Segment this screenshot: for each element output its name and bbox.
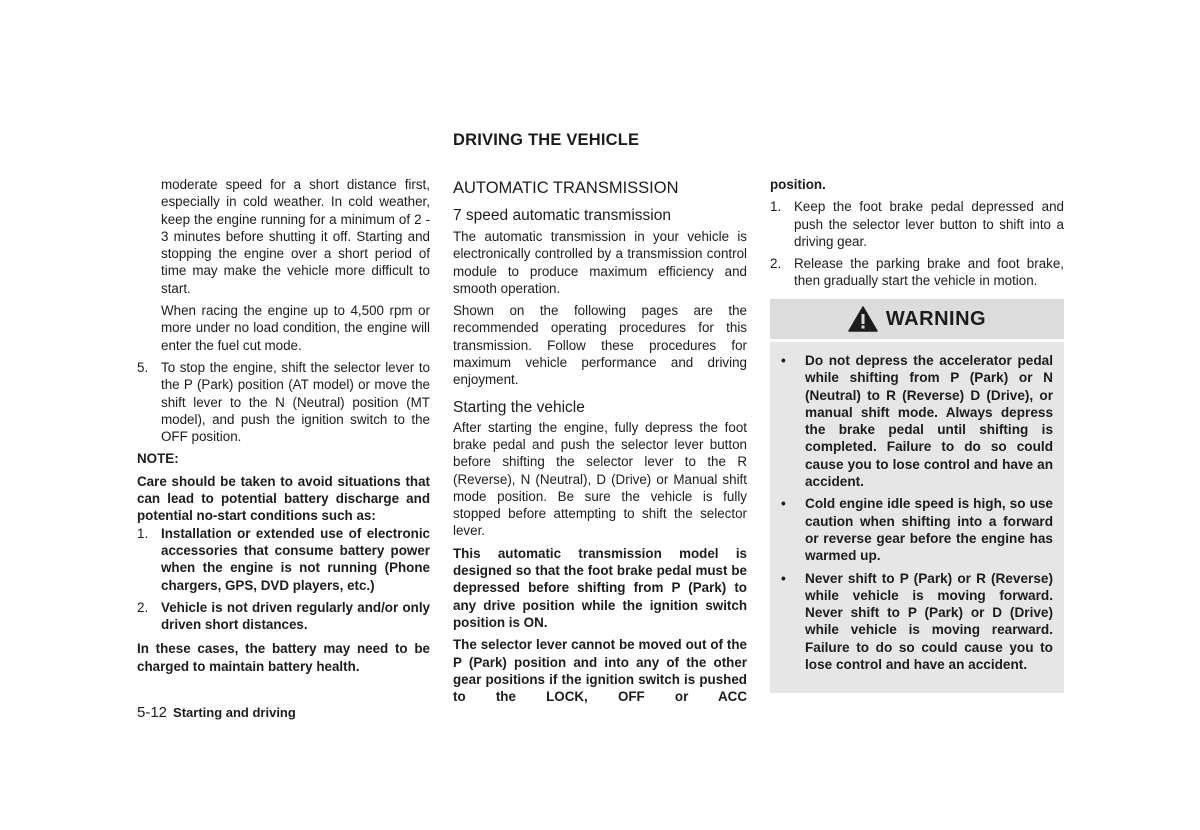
note-label: NOTE: bbox=[137, 451, 179, 467]
list-number: 5. bbox=[137, 359, 149, 375]
note-text: Care should be taken to avoid situations that can lead to potential battery discharge and potential no-start conditions such as: bbox=[137, 473, 430, 524]
list-item-text: Vehicle is not driven regularly and/or only driven short distances. bbox=[161, 599, 430, 633]
list-item-text: Installation or extended use of electronic accessories that consume battery power when the engine is not running (Phone chargers, GPS, DVD players, etc.) bbox=[161, 525, 430, 593]
warning-item-text: Cold engine idle speed is high, so use caution when shifting into a forward or reverse gear before the engine has warmed up. bbox=[805, 496, 1053, 564]
page-number: 5-12 bbox=[137, 704, 168, 721]
chapter-title: Starting and driving bbox=[173, 705, 296, 720]
list-number: 1. bbox=[770, 199, 782, 215]
bold-paragraph: This automatic transmission model is designed so that the foot brake pedal must be depressed before shifting from P (Park) to any drive position while the ignition switch position is ON. bbox=[453, 545, 747, 630]
list-number: 2. bbox=[770, 256, 782, 272]
column-left bbox=[137, 176, 430, 675]
sub-heading: 7 speed automatic transmission bbox=[453, 207, 671, 224]
bullet: • bbox=[781, 353, 786, 368]
note-list-item bbox=[137, 525, 430, 594]
list-number: 2. bbox=[137, 599, 149, 615]
warning-item bbox=[781, 570, 1053, 674]
paragraph: When racing the engine up to 4,500 rpm or more under no load condition, the engine will enter the fuel cut mode. bbox=[161, 303, 430, 353]
warning-item bbox=[781, 495, 1053, 564]
warning-item-text: Never shift to P (Park) or R (Reverse) while vehicle is moving forward. Never shift to P (Park) or D (Drive) while vehicle is moving rearward. Failure to do so could cause you to lose control and have an accident. bbox=[805, 570, 1053, 673]
continued-text: position. bbox=[770, 177, 826, 192]
note-list-item bbox=[137, 599, 430, 634]
warning-triangle-icon bbox=[848, 306, 878, 332]
list-item-text: Keep the foot brake pedal depressed and push the selector lever button to shift into a driving gear. bbox=[794, 199, 1064, 249]
note-closing: In these cases, the battery may need to be charged to maintain battery health. bbox=[137, 641, 430, 674]
list-item-text: To stop the engine, shift the selector lever to the P (Park) position (AT model) or move the shift lever to the N (Neutral) position (MT model), and push the ignition switch to the OFF position. bbox=[161, 359, 430, 445]
bold-paragraph: The selector lever cannot be moved out of the P (Park) position and into any of the other gear positions if the ignition switch is pushed to the LOCK, OFF or ACC bbox=[453, 637, 747, 705]
warning-body bbox=[770, 342, 1064, 693]
paragraph: After starting the engine, fully depress the foot brake pedal and push the selector lever button before shifting the selector lever to the R (Reverse), N (Neutral), D (Drive) or Manual shift mode position. Be sure the vehicle is fully stopped before attempting to shift the selector lever. bbox=[453, 419, 747, 539]
list-item-5 bbox=[137, 359, 430, 445]
warning-header bbox=[770, 299, 1064, 339]
list-number: 1. bbox=[137, 525, 149, 541]
page-footer bbox=[137, 704, 296, 722]
warning-list bbox=[781, 352, 1053, 673]
column-middle bbox=[453, 176, 747, 705]
bullet: • bbox=[781, 570, 786, 586]
page-section-title: DRIVING THE VEHICLE bbox=[453, 131, 640, 149]
warning-item-text: Do not depress the accelerator pedal while shifting from P (Park) or N (Neutral) to R (Reverse) D (Drive), or manual shift mode. Always depress the brake pedal until shifting is completed. Failure to do so could cause you to lose control and have an accident. bbox=[805, 353, 1053, 490]
bullet: • bbox=[781, 496, 786, 512]
paragraph: The automatic transmission in your vehicle is electronically controlled by a transmission control module to produce maximum efficiency and smooth operation. bbox=[453, 229, 747, 296]
paragraph: moderate speed for a short distance first, especially in cold weather. In cold weather, keep the engine running for a minimum of 2 - 3 minutes before shutting it off. Starting and stopping the engine over a short period of time may make the vehicle more difficult to start. bbox=[161, 177, 430, 296]
warning-title: WARNING bbox=[885, 307, 987, 330]
paragraph: Shown on the following pages are the recommended operating procedures for this transmission. Follow these procedures for maximum vehicle performance and driving enjoyment. bbox=[453, 303, 747, 388]
step-item bbox=[770, 255, 1064, 290]
warning-item bbox=[781, 352, 1053, 490]
list-item-text: Release the parking brake and foot brake, then gradually start the vehicle in motion. bbox=[794, 256, 1064, 289]
section-heading: AUTOMATIC TRANSMISSION bbox=[453, 179, 679, 197]
sub-heading: Starting the vehicle bbox=[453, 398, 585, 416]
column-right bbox=[770, 176, 1064, 290]
step-item bbox=[770, 198, 1064, 250]
